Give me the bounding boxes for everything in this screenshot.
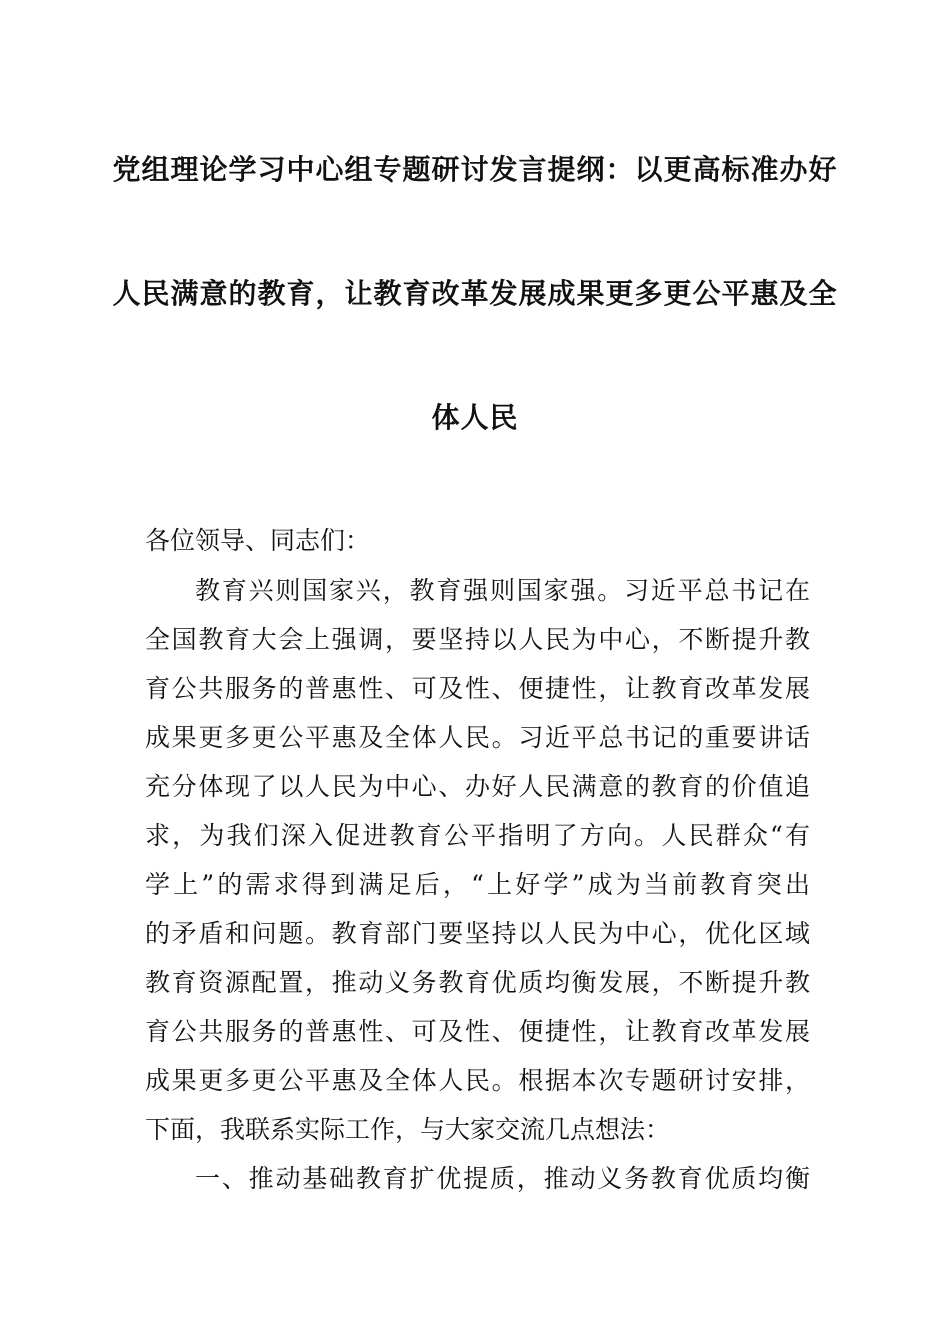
paragraph-line: 求，为我们深入促进教育公平指明了方向。人民群众“有 [145, 821, 810, 850]
paragraph-line: 充分体现了以人民为中心、办好人民满意的教育的价值追 [145, 772, 810, 801]
paragraph-line: 全国教育大会上强调，要坚持以人民为中心，不断提升教 [145, 625, 810, 654]
paragraph-line: 教育资源配置，推动义务教育优质均衡发展，不断提升教 [145, 968, 810, 997]
salutation: 各位领导、同志们： [145, 526, 371, 555]
document-title [100, 150, 850, 522]
section-heading: 一、推动基础教育扩优提质，推动义务教育优质均衡 [195, 1164, 810, 1193]
title-line-3: 体人民 [431, 401, 519, 434]
document-body [145, 516, 810, 1203]
title-line-2: 人民满意的教育，让教育改革发展成果更多更公平惠及全 [112, 277, 838, 310]
paragraph-line: 下面，我联系实际工作，与大家交流几点想法： [145, 1115, 671, 1144]
paragraph-line: 教育兴则国家兴，教育强则国家强。习近平总书记在 [195, 576, 810, 605]
paragraph [145, 566, 810, 1154]
paragraph-line: 成果更多更公平惠及全体人民。习近平总书记的重要讲话 [145, 723, 810, 752]
paragraph-line: 育公共服务的普惠性、可及性、便捷性，让教育改革发展 [145, 674, 810, 703]
paragraph-line: 学上”的需求得到满足后，“上好学”成为当前教育突出 [145, 870, 810, 899]
paragraph-line: 的矛盾和问题。教育部门要坚持以人民为中心，优化区域 [145, 919, 810, 948]
paragraph-line: 育公共服务的普惠性、可及性、便捷性，让教育改革发展 [145, 1017, 810, 1046]
title-line-1: 党组理论学习中心组专题研讨发言提纲：以更高标准办好 [112, 153, 838, 186]
paragraph-line: 成果更多更公平惠及全体人民。根据本次专题研讨安排， [145, 1066, 810, 1095]
